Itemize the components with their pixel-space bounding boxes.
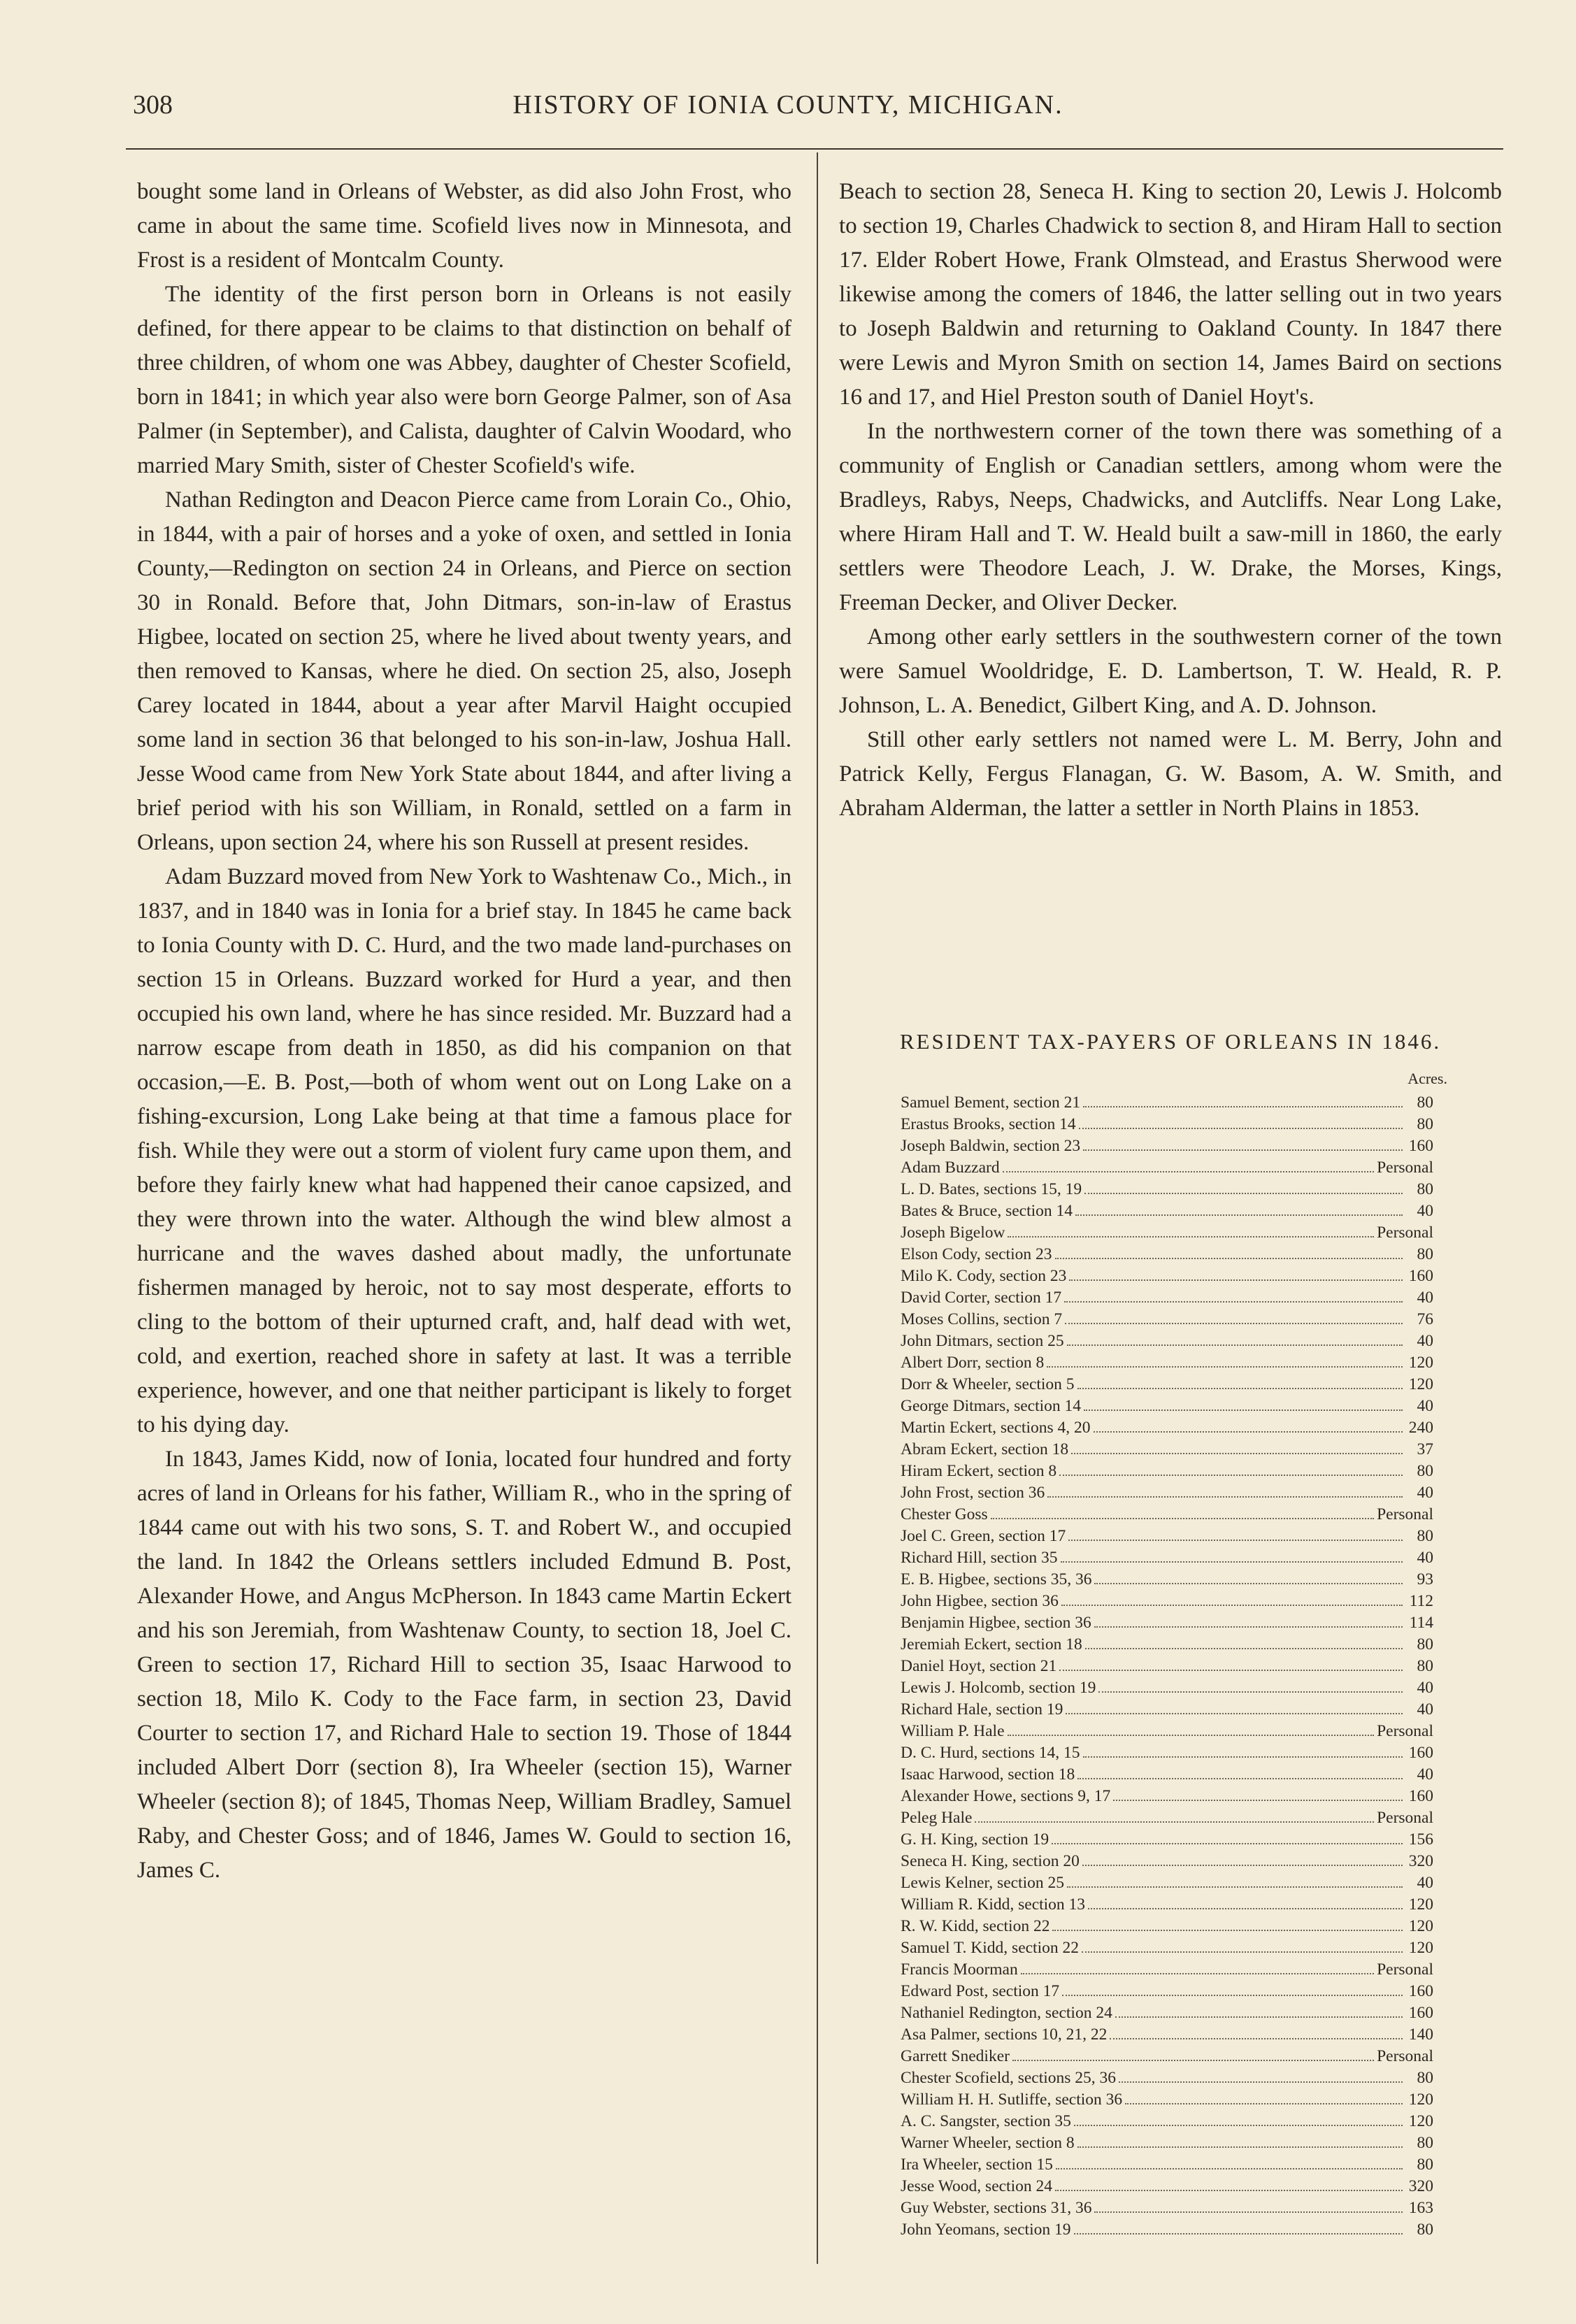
tax-payer-name: Joel C. Green, section 17 <box>901 1527 1066 1545</box>
tax-payer-name: Alexander Howe, sections 9, 17 <box>901 1787 1111 1805</box>
tax-payer-row <box>901 1721 1433 1742</box>
tax-payer-acres: 160 <box>1408 1787 1433 1805</box>
tax-payer-name: Garrett Snediker <box>901 2047 1010 2065</box>
tax-payer-acres: 40 <box>1417 1397 1433 1415</box>
tax-payer-acres: 40 <box>1417 1700 1433 1719</box>
tax-payer-acres: 114 <box>1409 1614 1433 1632</box>
tax-payer-name: Abram Eckert, section 18 <box>901 1440 1069 1458</box>
tax-payer-acres: 320 <box>1408 2177 1433 2195</box>
leader-dots <box>1085 1648 1403 1649</box>
tax-payer-row <box>901 1981 1433 2002</box>
tax-payer-row <box>901 1504 1433 1526</box>
tax-payer-acres: 40 <box>1417 1549 1433 1567</box>
tax-payer-row <box>901 1959 1433 1981</box>
tax-payer-row <box>901 1677 1433 1699</box>
tax-payer-name: Chester Goss <box>901 1505 988 1523</box>
tax-payer-row <box>901 1807 1433 1829</box>
tax-payer-row <box>901 1829 1433 1851</box>
tax-payer-row <box>901 1222 1433 1244</box>
tax-payer-acres: 80 <box>1417 1115 1433 1133</box>
tax-payer-name: William R. Kidd, section 13 <box>901 1895 1086 1914</box>
leader-dots <box>1062 1995 1403 1996</box>
leader-dots <box>1094 1626 1403 1628</box>
tax-payer-name: John Yeomans, section 19 <box>901 2221 1071 2239</box>
tax-payer-acres: 80 <box>1417 1093 1433 1112</box>
tax-payer-name: Francis Moorman <box>901 1960 1018 1979</box>
tax-payer-acres: 40 <box>1417 1484 1433 1502</box>
column-divider <box>817 152 818 2264</box>
tax-payer-acres: 40 <box>1417 1332 1433 1350</box>
tax-payer-row <box>901 1894 1433 1916</box>
leader-dots <box>1052 1843 1403 1844</box>
tax-payer-acres: 156 <box>1408 1830 1433 1849</box>
leader-dots <box>1074 2125 1403 2126</box>
page-number: 308 <box>133 90 173 120</box>
tax-payer-acres: 140 <box>1408 2025 1433 2044</box>
tax-payer-acres: 40 <box>1417 1202 1433 1220</box>
tax-payer-name: Jesse Wood, section 24 <box>901 2177 1052 2195</box>
leader-dots <box>1094 1583 1403 1584</box>
tax-payer-acres: 80 <box>1417 2069 1433 2087</box>
tax-payer-name: R. W. Kidd, section 22 <box>901 1917 1050 1935</box>
leader-dots <box>975 1821 1374 1823</box>
leader-dots <box>1069 1279 1403 1281</box>
tax-payer-row <box>901 1482 1433 1504</box>
tax-payer-name: D. C. Hurd, sections 14, 15 <box>901 1744 1080 1762</box>
tax-payer-name: Richard Hale, section 19 <box>901 1700 1063 1719</box>
tax-payer-row <box>901 2176 1433 2197</box>
tax-payer-row <box>901 1461 1433 1482</box>
tax-payer-acres: Personal <box>1377 1722 1433 1740</box>
tax-payer-acres: 160 <box>1408 2004 1433 2022</box>
leader-dots <box>1055 1258 1403 1259</box>
acres-column-header: Acres. <box>1407 1070 1447 1087</box>
leader-dots <box>1115 2016 1403 2018</box>
tax-payer-row <box>901 1374 1433 1396</box>
leader-dots <box>1119 2081 1403 2083</box>
tax-payer-row <box>901 1157 1433 1179</box>
tax-payer-name: Chester Scofield, sections 25, 36 <box>901 2069 1117 2087</box>
leader-dots <box>1021 1973 1374 1974</box>
tax-payer-row <box>901 1699 1433 1721</box>
leader-dots <box>1094 1431 1403 1433</box>
tax-payer-acres: Personal <box>1377 2047 1433 2065</box>
tax-payer-name: Guy Webster, sections 31, 36 <box>901 2199 1092 2217</box>
tax-payer-name: Samuel Bement, section 21 <box>901 1093 1081 1112</box>
tax-payer-name: Daniel Hoyt, section 21 <box>901 1657 1057 1675</box>
tax-payer-name: Erastus Brooks, section 14 <box>901 1115 1076 1133</box>
tax-payer-row <box>901 1569 1433 1591</box>
leader-dots <box>1067 1886 1403 1888</box>
tax-payer-row <box>901 2111 1433 2132</box>
tax-payer-acres: Personal <box>1377 1505 1433 1523</box>
tax-payer-row <box>901 1612 1433 1634</box>
leader-dots <box>1098 1691 1403 1693</box>
tax-payer-row <box>901 1179 1433 1200</box>
tax-payer-acres: 40 <box>1417 1679 1433 1697</box>
leader-dots <box>1008 1236 1374 1238</box>
paragraph: Nathan Redington and Deacon Pierce came from Lorain Co., Ohio, in 1844, with a pair of horses and a yoke of oxen, and settled in Ionia County,—Redington on section 24 in Orleans, and Pierce on section 30 in Ronald. Before that, John Ditmars, son-in-law of Erastus Higbee, located on section 25, where he lived about twenty years, and then removed to Kansas, where he died. On section 25, also, Joseph Carey located in 1844, about a year after Marvil Haight occupied some land in section 36 that belonged to his son-in-law, Joshua Hall. Jesse Wood came from New York State about 1844, and after living a brief period with his son William, in Ronald, settled on a farm in Orleans, upon section 24, where his son Russell at present resides. <box>137 487 791 855</box>
tax-payer-row <box>901 1591 1433 1612</box>
tax-payer-name: Isaac Harwood, section 18 <box>901 1765 1075 1784</box>
tax-payer-acres: 160 <box>1408 1137 1433 1155</box>
tax-payer-row <box>901 1309 1433 1330</box>
tax-payer-acres: Personal <box>1377 1224 1433 1242</box>
tax-payer-name: Elson Cody, section 23 <box>901 1245 1052 1263</box>
tax-payer-name: John Ditmars, section 25 <box>901 1332 1064 1350</box>
tax-payer-row <box>901 1352 1433 1374</box>
right-column <box>839 175 1502 826</box>
tax-payer-row <box>901 1851 1433 1872</box>
tax-payer-row <box>901 1937 1433 1959</box>
tax-payer-name: John Frost, section 36 <box>901 1484 1045 1502</box>
tax-payer-row <box>901 2067 1433 2089</box>
leader-dots <box>1077 2146 1403 2148</box>
tax-payer-row <box>901 1287 1433 1309</box>
leader-dots <box>1082 1951 1403 1953</box>
tax-payer-acres: 160 <box>1408 1744 1433 1762</box>
leader-dots <box>1083 1106 1403 1107</box>
tax-payer-name: Warner Wheeler, section 8 <box>901 2134 1075 2152</box>
tax-payer-name: Asa Palmer, sections 10, 21, 22 <box>901 2025 1108 2044</box>
tax-payer-name: Lewis Kelner, section 25 <box>901 1874 1064 1892</box>
tax-payer-acres: 112 <box>1409 1592 1433 1610</box>
leader-dots <box>1061 1605 1403 1606</box>
tax-payer-name: E. B. Higbee, sections 35, 36 <box>901 1570 1092 1588</box>
tax-payer-row <box>901 1265 1433 1287</box>
tax-payer-row <box>901 1656 1433 1677</box>
tax-payer-acres: 40 <box>1417 1874 1433 1892</box>
tax-payer-name: Albert Dorr, section 8 <box>901 1354 1045 1372</box>
leader-dots <box>1074 2233 1403 2235</box>
leader-dots <box>1003 1171 1374 1172</box>
tax-payer-acres: 120 <box>1408 1939 1433 1957</box>
tax-payer-acres: 93 <box>1417 1570 1433 1588</box>
tax-payer-acres: 40 <box>1417 1289 1433 1307</box>
tax-payer-row <box>901 1200 1433 1222</box>
tax-payer-name: John Higbee, section 36 <box>901 1592 1059 1610</box>
paragraph: Still other early settlers not named were L. M. Berry, John and Patrick Kelly, Fergus Flanagan, G. W. Basom, A. W. Smith, and Abraham Alderman, the latter a settler in North Plains in 1853. <box>839 727 1502 821</box>
paragraph: In the northwestern corner of the town there was something of a community of English or Canadian settlers, among whom were the Bradleys, Rabys, Neeps, Chadwicks, and Autcliffs. Near Long Lake, where Hiram Hall and T. W. Heald built a saw-mill in 1860, the early settlers were Theodore Leach, J. W. Drake, the Morses, Kings, Freeman Decker, and Oliver Decker. <box>839 419 1502 615</box>
tax-payer-row <box>901 1634 1433 1656</box>
tax-table-title: RESIDENT TAX-PAYERS OF ORLEANS IN 1846. <box>899 1029 1442 1054</box>
tax-payer-name: Lewis J. Holcomb, section 19 <box>901 1679 1096 1697</box>
tax-payer-name: Seneca H. King, section 20 <box>901 1852 1080 1870</box>
tax-payer-name: Jeremiah Eckert, section 18 <box>901 1635 1082 1654</box>
tax-payer-acres: 80 <box>1417 1527 1433 1545</box>
tax-payer-row <box>901 2046 1433 2067</box>
paragraph: Beach to section 28, Seneca H. King to section 20, Lewis J. Holcomb to section 19, Charles Chadwick to section 8, and Hiram Hall to section 17. Elder Robert Howe, Frank Olmstead, and Erastus Sherwood were likewise among the comers of 1846, the latter selling out in two years to Joseph Baldwin and returning to Oakland County. In 1847 there were Lewis and Myron Smith on section 14, James Baird on sections 16 and 17, and Hiel Preston south of Daniel Hoyt's. <box>839 179 1502 410</box>
tax-payer-name: Hiram Eckert, section 8 <box>901 1462 1057 1480</box>
tax-payer-name: Joseph Baldwin, section 23 <box>901 1137 1081 1155</box>
tax-payer-name: Edward Post, section 17 <box>901 1982 1060 2000</box>
tax-payer-acres: 80 <box>1417 1245 1433 1263</box>
leader-dots <box>1059 1475 1403 1476</box>
tax-payer-row <box>901 1786 1433 1807</box>
tax-payer-row <box>901 1547 1433 1569</box>
tax-payer-acres: 120 <box>1408 1895 1433 1914</box>
leader-dots <box>1064 1301 1403 1303</box>
leader-dots <box>1083 1149 1403 1151</box>
leader-dots <box>1065 1323 1403 1324</box>
leader-dots <box>1077 1778 1403 1779</box>
leader-dots <box>1068 1540 1403 1541</box>
tax-payer-row <box>901 1872 1433 1894</box>
tax-payer-name: A. C. Sangster, section 35 <box>901 2112 1071 2130</box>
leader-dots <box>1110 2038 1403 2039</box>
leader-dots <box>1082 1865 1403 1866</box>
tax-payer-acres: 80 <box>1417 1635 1433 1654</box>
leader-dots <box>1067 1344 1403 1346</box>
tax-payer-acres: 120 <box>1408 2090 1433 2109</box>
tax-payer-row <box>901 1114 1433 1135</box>
tax-payer-acres: 160 <box>1408 1982 1433 2000</box>
tax-payer-acres: Personal <box>1377 1809 1433 1827</box>
paragraph: In 1843, James Kidd, now of Ionia, located four hundred and forty acres of land in Orleans for his father, William R., who in the spring of 1844 came out with his two sons, S. T. and Robert W., and occupied the land. In 1842 the Orleans settlers included Edmund B. Post, Alexander Howe, and Angus McPherson. In 1843 came Martin Eckert and his son Jeremiah, from Washtenaw County, to section 18, Joel C. Green to section 17, Richard Hill to section 35, Isaac Harwood to section 18, Milo K. Cody to the Face farm, in section 23, David Courter to section 17, and Richard Hale to section 19. Those of 1844 included Albert Dorr (section 8), Ira Wheeler (section 15), Warner Wheeler (section 8); of 1845, Thomas Neep, William Bradley, Samuel Raby, and Chester Goss; and of 1846, James W. Gould to section 16, James C. <box>137 1447 791 1883</box>
tax-payer-row <box>901 2197 1433 2219</box>
tax-payer-acres: 80 <box>1417 1462 1433 1480</box>
paragraph: bought some land in Orleans of Webster, as did also John Frost, who came in about the same time. Scofield lives now in Minnesota, and Frost is a resident of Montcalm County. <box>137 179 791 273</box>
tax-payer-list <box>901 1092 1433 2241</box>
tax-payer-name: Milo K. Cody, section 23 <box>901 1267 1067 1285</box>
tax-payer-name: Moses Collins, section 7 <box>901 1310 1063 1328</box>
tax-payer-name: Richard Hill, section 35 <box>901 1549 1058 1567</box>
tax-payer-row <box>901 1526 1433 1547</box>
tax-payer-row <box>901 2154 1433 2176</box>
leader-dots <box>1061 1561 1403 1563</box>
tax-payer-acres: 120 <box>1408 1354 1433 1372</box>
tax-payer-name: George Ditmars, section 14 <box>901 1397 1082 1415</box>
tax-payer-name: L. D. Bates, sections 15, 19 <box>901 1180 1082 1198</box>
leader-dots <box>1012 2060 1374 2061</box>
tax-payer-name: Benjamin Higbee, section 36 <box>901 1614 1091 1632</box>
tax-payer-name: Ira Wheeler, section 15 <box>901 2156 1053 2174</box>
leader-dots <box>1125 2103 1403 2104</box>
tax-payer-row <box>901 2002 1433 2024</box>
tax-payer-acres: 120 <box>1408 2112 1433 2130</box>
tax-payer-row <box>901 1396 1433 1417</box>
tax-payer-name: William P. Hale <box>901 1722 1005 1740</box>
tax-payer-row <box>901 1916 1433 1937</box>
tax-payer-acres: 80 <box>1417 2221 1433 2239</box>
tax-payer-acres: 37 <box>1417 1440 1433 1458</box>
tax-payer-row <box>901 1244 1433 1265</box>
tax-payer-row <box>901 1742 1433 1764</box>
leader-dots <box>991 1518 1374 1519</box>
leader-dots <box>1047 1496 1403 1498</box>
running-title: HISTORY OF IONIA COUNTY, MICHIGAN. <box>513 90 1063 120</box>
leader-dots <box>1113 1800 1403 1801</box>
tax-payer-row <box>901 2024 1433 2046</box>
leader-dots <box>1094 2211 1403 2213</box>
tax-payer-row <box>901 1092 1433 1114</box>
tax-payer-acres: 240 <box>1408 1419 1433 1437</box>
tax-payer-name: Martin Eckert, sections 4, 20 <box>901 1419 1091 1437</box>
tax-payer-row <box>901 1135 1433 1157</box>
tax-payer-name: Adam Buzzard <box>901 1159 1000 1177</box>
paragraph: Among other early settlers in the southwestern corner of the town were Samuel Wooldridge, E. D. Lambertson, T. W. Heald, R. P. Johnson, L. A. Benedict, Gilbert King, and A. D. Johnson. <box>839 624 1502 718</box>
leader-dots <box>1079 1128 1403 1129</box>
leader-dots <box>1047 1366 1403 1368</box>
leader-dots <box>1071 1453 1403 1454</box>
tax-payer-acres: Personal <box>1377 1159 1433 1177</box>
leader-dots <box>1077 1388 1403 1389</box>
tax-payer-acres: 76 <box>1417 1310 1433 1328</box>
tax-payer-row <box>901 1417 1433 1439</box>
tax-payer-name: Peleg Hale <box>901 1809 973 1827</box>
tax-payer-acres: 40 <box>1417 1765 1433 1784</box>
leader-dots <box>1075 1214 1403 1216</box>
tax-payer-acres: 160 <box>1408 1267 1433 1285</box>
tax-payer-acres: 80 <box>1417 1657 1433 1675</box>
leader-dots <box>1084 1193 1403 1194</box>
tax-payer-row <box>901 1330 1433 1352</box>
tax-payer-acres: Personal <box>1377 1960 1433 1979</box>
tax-payer-name: Joseph Bigelow <box>901 1224 1005 1242</box>
tax-payer-name: Bates & Bruce, section 14 <box>901 1202 1073 1220</box>
tax-payer-row <box>901 1439 1433 1461</box>
tax-payer-name: David Corter, section 17 <box>901 1289 1062 1307</box>
leader-dots <box>1059 1670 1403 1671</box>
tax-payer-acres: 80 <box>1417 2134 1433 2152</box>
tax-payer-acres: 80 <box>1417 1180 1433 1198</box>
tax-payer-acres: 163 <box>1408 2199 1433 2217</box>
leader-dots <box>1083 1756 1403 1758</box>
leader-dots <box>1088 1908 1403 1909</box>
leader-dots <box>1008 1735 1375 1736</box>
left-column <box>137 175 791 1888</box>
leader-dots <box>1066 1713 1403 1714</box>
tax-payer-acres: 120 <box>1408 1917 1433 1935</box>
tax-payer-acres: 80 <box>1417 2156 1433 2174</box>
tax-payer-name: Samuel T. Kidd, section 22 <box>901 1939 1079 1957</box>
tax-payer-acres: 320 <box>1408 1852 1433 1870</box>
tax-payer-acres: 120 <box>1408 1375 1433 1393</box>
leader-dots <box>1055 2190 1403 2191</box>
tax-payer-name: Dorr & Wheeler, section 5 <box>901 1375 1075 1393</box>
tax-payer-name: William H. H. Sutliffe, section 36 <box>901 2090 1123 2109</box>
tax-payer-row <box>901 2132 1433 2154</box>
header-rule <box>126 148 1503 150</box>
tax-payer-name: G. H. King, section 19 <box>901 1830 1050 1849</box>
leader-dots <box>1084 1410 1403 1411</box>
tax-payer-row <box>901 2219 1433 2241</box>
tax-payer-name: Nathaniel Redington, section 24 <box>901 2004 1112 2022</box>
paragraph: The identity of the first person born in Orleans is not easily defined, for there appear to be claims to that distinction on behalf of three children, of whom one was Abbey, daughter of Chester Scofield, born in 1841; in which year also were born George Palmer, son of Asa Palmer (in September), and Calista, daughter of Calvin Woodard, who married Mary Smith, sister of Chester Scofield's wife. <box>137 282 791 478</box>
leader-dots <box>1056 2168 1403 2169</box>
paragraph: Adam Buzzard moved from New York to Washtenaw Co., Mich., in 1837, and in 1840 was in Ionia for a brief stay. In 1845 he came back to Ionia County with D. C. Hurd, and the two made land-purchases on section 15 in Orleans. Buzzard worked for Hurd a year, and then occupied his own land, where he has since resided. Mr. Buzzard had a narrow escape from death in 1850, as did his companion on that occasion,—E. B. Post,—both of whom went out on Long Lake on a fishing-excursion, Long Lake being at that time a famous place for fish. While they were out a storm of violent fury came upon them, and before they fairly knew what had happened their canoe capsized, and they were thrown into the water. Although the wind blew almost a hurricane and the waves dashed about madly, the unfortunate fishermen managed by heroic, not to say most desperate, efforts to cling to the bottom of their upturned craft, and, half dead with wet, cold, and exertion, reached shore in safety at last. It was a terrible experience, however, and one that neither participant is likely to forget to his dying day. <box>137 864 791 1437</box>
leader-dots <box>1052 1930 1403 1931</box>
tax-payer-row <box>901 2089 1433 2111</box>
tax-payer-row <box>901 1764 1433 1786</box>
